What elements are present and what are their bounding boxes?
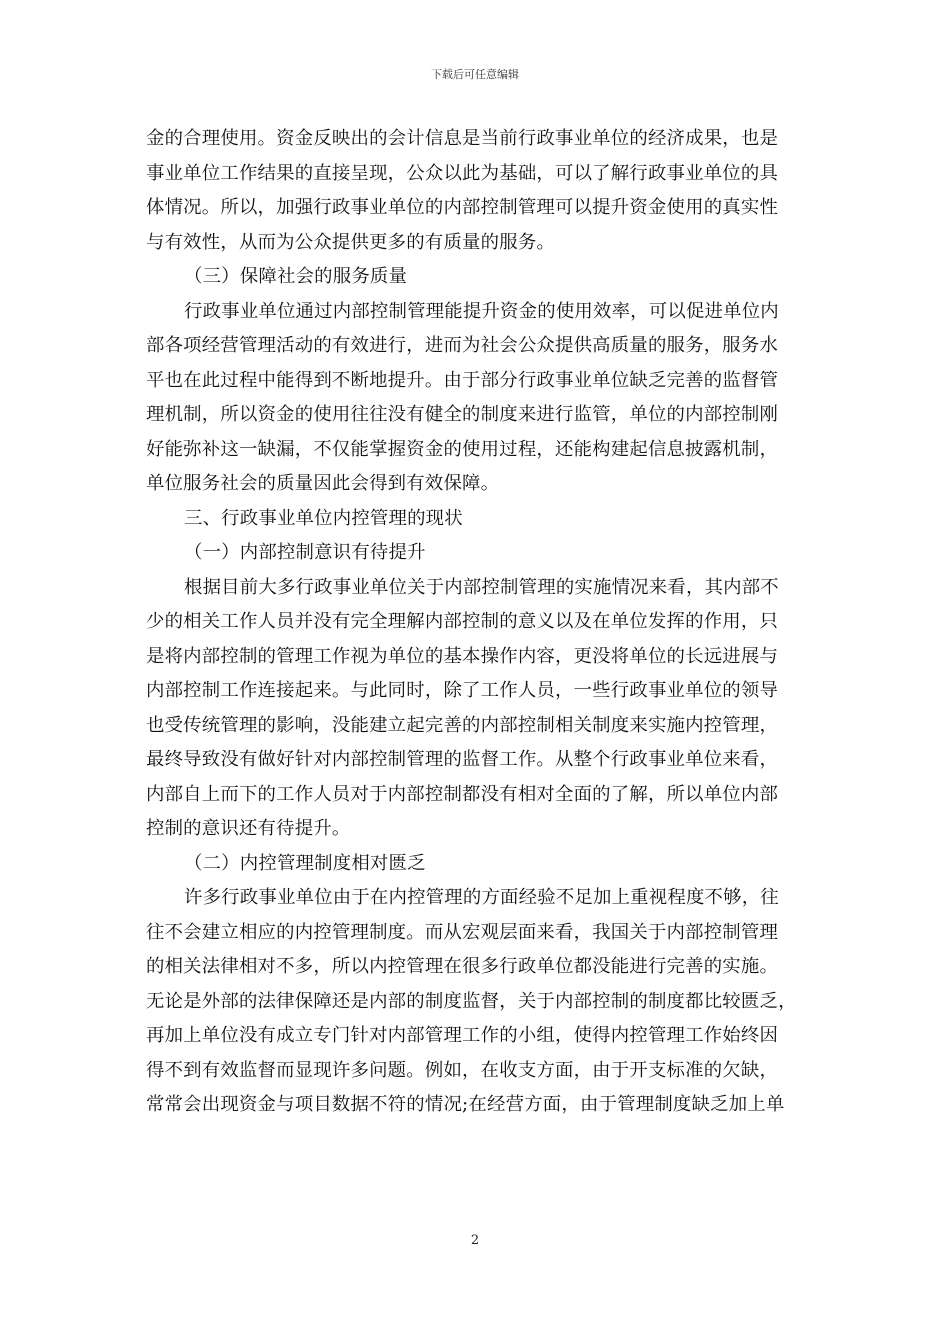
- text-line: 体情况。所以，加强行政事业单位的内部控制管理可以提升资金使用的真实性: [146, 197, 779, 218]
- page-header: 下载后可任意编辑: [431, 68, 519, 81]
- text-line: 内部控制工作连接起来。与此同时，除了工作人员，一些行政事业单位的领导: [146, 680, 779, 701]
- text-line: 与有效性，从而为公众提供更多的有质量的服务。: [146, 231, 555, 253]
- text-line: 得不到有效监督而显现许多问题。例如，在收支方面，由于开支标准的欠缺，: [146, 1059, 779, 1081]
- text-line: 许多行政事业单位由于在内控管理的方面经验不足加上重视程度不够，往: [184, 887, 779, 908]
- text-line: 往不会建立相应的内控管理制度。而从宏观层面来看，我国关于内部控制管理: [146, 921, 779, 943]
- text-line: 是将内部控制的管理工作视为单位的基本操作内容，更没将单位的长远进展与: [146, 645, 779, 667]
- text-line: （三）保障社会的服务质量: [184, 266, 408, 287]
- text-line: 再加上单位没有成立专门针对内部管理工作的小组，使得内控管理工作始终因: [146, 1025, 779, 1046]
- text-line: （二）内控管理制度相对匮乏: [184, 852, 426, 874]
- text-line: 好能弥补这一缺漏，不仅能掌握资金的使用过程，还能构建起信息披露机制，: [146, 438, 779, 460]
- text-line: 理机制，所以资金的使用往往没有健全的制度来进行监管，单位的内部控制刚: [146, 404, 779, 425]
- text-line: 单位服务社会的质量因此会得到有效保障。: [146, 473, 500, 494]
- text-line: 部各项经营管理活动的有效进行，进而为社会公众提供高质量的服务，服务水: [146, 335, 779, 356]
- text-line: 根据目前大多行政事业单位关于内部控制管理的实施情况来看，其内部不: [184, 576, 779, 598]
- text-line: 事业单位工作结果的直接呈现，公众以此为基础，可以了解行政事业单位的具: [146, 162, 779, 184]
- text-line: 控制的意识还有待提升。: [146, 818, 351, 839]
- text-line: 最终导致没有做好针对内部控制管理的监督工作。从整个行政事业单位来看，: [146, 749, 779, 770]
- text-line: 常常会出现资金与项目数据不符的情况;在经营方面，由于管理制度缺乏加上单: [146, 1094, 785, 1115]
- text-line: （一）内部控制意识有待提升: [184, 542, 426, 563]
- document-body: [146, 122, 810, 1123]
- page-number: 2: [470, 1233, 480, 1248]
- text-line: 的相关法律相对不多，所以内控管理在很多行政单位都没能进行完善的实施。: [146, 956, 779, 977]
- text-line: 平也在此过程中能得到不断地提升。由于部分行政事业单位缺乏完善的监督管: [146, 369, 779, 391]
- text-line: 金的合理使用。资金反映出的会计信息是当前行政事业单位的经济成果，也是: [146, 128, 779, 149]
- text-line: 行政事业单位通过内部控制管理能提升资金的使用效率，可以促进单位内: [184, 300, 779, 322]
- text-line: 少的相关工作人员并没有完全理解内部控制的意义以及在单位发挥的作用，只: [146, 611, 779, 632]
- text-line: 也受传统管理的影响，没能建立起完善的内部控制相关制度来实施内控管理，: [146, 714, 779, 736]
- text-line: 三、行政事业单位内控管理的现状: [184, 507, 463, 529]
- text-line: 无论是外部的法律保障还是内部的制度监督，关于内部控制的制度都比较匮乏，: [146, 990, 797, 1012]
- text-line: 内部自上而下的工作人员对于内部控制都没有相对全面的了解，所以单位内部: [146, 783, 779, 805]
